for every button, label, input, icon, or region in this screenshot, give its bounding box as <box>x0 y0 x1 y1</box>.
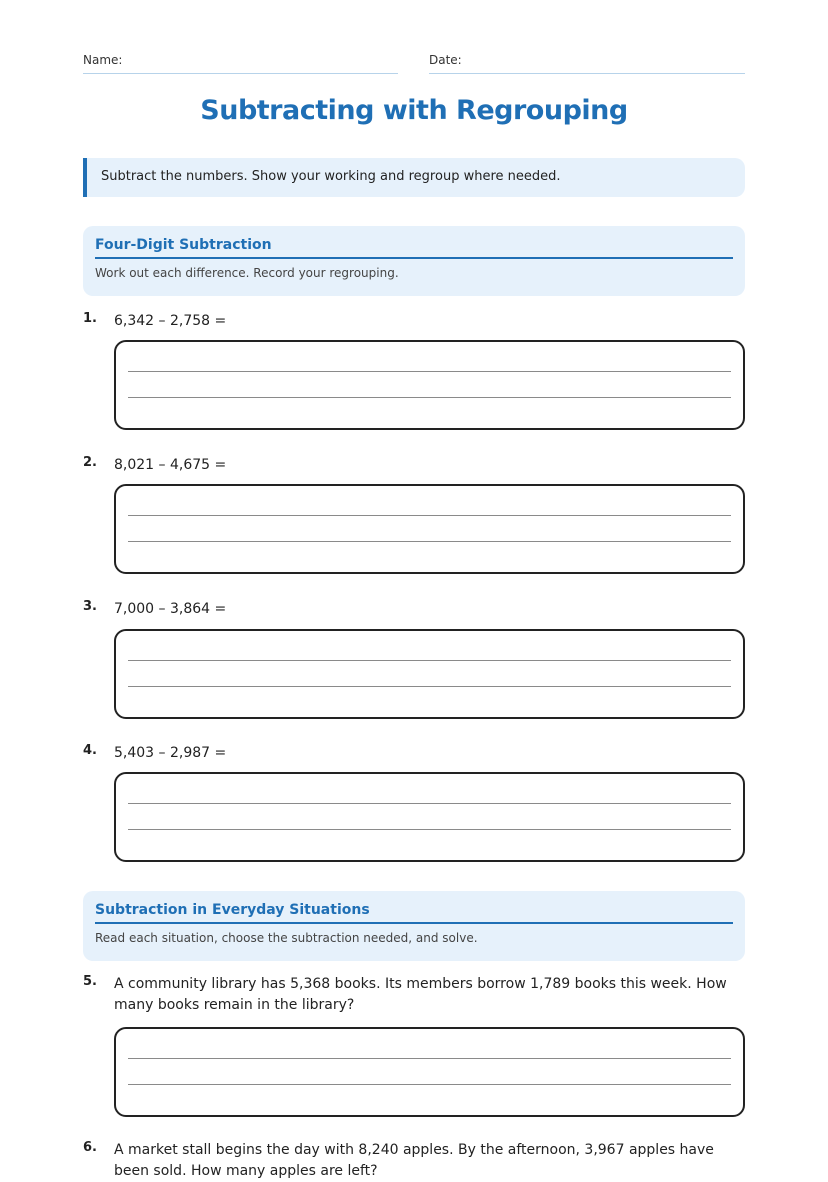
answer-line <box>128 1084 731 1085</box>
section-subtitle: Read each situation, choose the subtraction needed, and solve. <box>95 931 478 945</box>
section-title: Subtraction in Everyday Situations <box>95 902 733 924</box>
answer-box-3[interactable] <box>114 629 745 719</box>
answer-line <box>128 660 731 661</box>
answer-line <box>128 515 731 516</box>
date-field[interactable] <box>429 53 745 74</box>
answer-line <box>128 541 731 542</box>
section-subtitle: Work out each difference. Record your regrouping. <box>95 266 399 280</box>
question-number: 5. <box>83 974 97 989</box>
answer-box-1[interactable] <box>114 340 745 430</box>
answer-box-2[interactable] <box>114 484 745 574</box>
question-number: 1. <box>83 311 97 326</box>
name-field[interactable] <box>83 53 398 74</box>
answer-line <box>128 371 731 372</box>
instructions-box: Subtract the numbers. Show your working and regroup where needed. <box>83 158 745 197</box>
date-label: Date: <box>429 53 462 67</box>
answer-line <box>128 829 731 830</box>
answer-line <box>128 1058 731 1059</box>
question-number: 6. <box>83 1140 97 1155</box>
section-four-digit <box>83 226 745 296</box>
question-text: A market stall begins the day with 8,240 apples. By the afternoon, 3,967 apples have been sold. How many apples are left? <box>114 1142 714 1179</box>
name-label: Name: <box>83 53 123 67</box>
question-text: A community library has 5,368 books. Its members borrow 1,789 books this week. How many books remain in the library? <box>114 976 727 1013</box>
section-title: Four-Digit Subtraction <box>95 237 733 259</box>
question-text: 8,021 – 4,675 = <box>114 457 227 473</box>
answer-box-4[interactable] <box>114 772 745 862</box>
question-number: 4. <box>83 743 97 758</box>
answer-box-5[interactable] <box>114 1027 745 1117</box>
answer-line <box>128 686 731 687</box>
question-text: 6,342 – 2,758 = <box>114 313 227 329</box>
answer-line <box>128 397 731 398</box>
answer-line <box>128 803 731 804</box>
worksheet-title: Subtracting with Regrouping <box>200 95 628 126</box>
section-everyday <box>83 891 745 961</box>
question-number: 3. <box>83 599 97 614</box>
question-number: 2. <box>83 455 97 470</box>
question-text: 5,403 – 2,987 = <box>114 745 227 761</box>
question-text: 7,000 – 3,864 = <box>114 601 227 617</box>
name-date-row <box>83 53 745 73</box>
